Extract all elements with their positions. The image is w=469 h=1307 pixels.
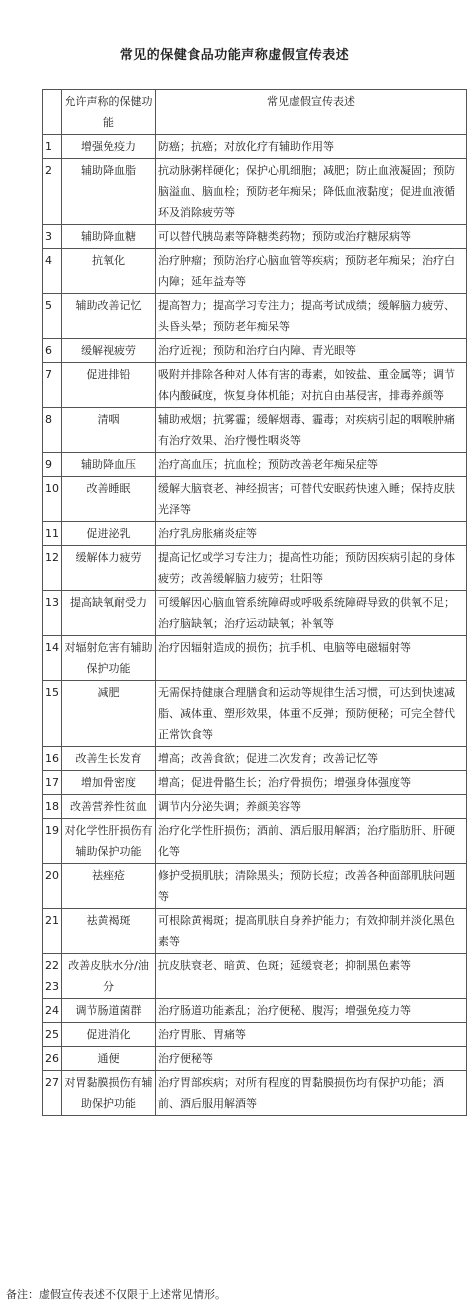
table-row bbox=[43, 453, 467, 477]
description-cell: 增高；改善食欲；促进二次发育；改善记忆等 bbox=[156, 747, 467, 771]
table-row bbox=[43, 225, 467, 249]
row-number bbox=[43, 363, 62, 408]
description-cell: 可以替代胰岛素等降糖类药物；预防或治疗糖尿病等 bbox=[156, 225, 467, 249]
table-row bbox=[43, 771, 467, 795]
table-row bbox=[43, 999, 467, 1023]
table-row bbox=[43, 546, 467, 591]
table-row bbox=[43, 864, 467, 909]
description-cell: 提高智力；提高学习专注力；提高考试成绩；缓解脑力疲劳、头昏头晕；预防老年痴呆等 bbox=[156, 294, 467, 339]
description-cell: 辅助戒烟；抗雾霾；缓解烟毒、霾毒；对疾病引起的咽喉肿痛有治疗效果、治疗慢性咽炎等 bbox=[156, 408, 467, 453]
function-cell: 清咽 bbox=[62, 408, 156, 453]
description-cell: 抗皮肤衰老、暗黄、色斑；延缓衰老；抑制黑色素等 bbox=[156, 954, 467, 999]
row-number-text: 9 bbox=[45, 458, 52, 471]
row-number-text: 6 bbox=[45, 344, 52, 357]
row-number bbox=[43, 819, 62, 864]
function-cell: 辅助降血压 bbox=[62, 453, 156, 477]
row-number bbox=[43, 159, 62, 225]
function-cell: 改善生长发育 bbox=[62, 747, 156, 771]
row-number-text: 4 bbox=[45, 254, 52, 267]
row-number-text: 23 bbox=[45, 980, 59, 993]
row-number-text: 2 bbox=[45, 164, 52, 177]
table-row bbox=[43, 408, 467, 453]
row-number-text: 24 bbox=[45, 1004, 59, 1017]
table-row bbox=[43, 1047, 467, 1071]
table-header-row bbox=[43, 90, 467, 135]
function-cell: 促进泌乳 bbox=[62, 522, 156, 546]
row-number bbox=[43, 864, 62, 909]
row-number-text: 5 bbox=[45, 299, 52, 312]
function-cell: 减肥 bbox=[62, 681, 156, 747]
function-cell: 增加骨密度 bbox=[62, 771, 156, 795]
page-title: 常见的保健食品功能声称虚假宣传表述 bbox=[119, 48, 350, 63]
description-cell: 缓解大脑衰老、神经损害；可替代安眠药快速入睡；保持皮肤光泽等 bbox=[156, 477, 467, 522]
function-cell: 通便 bbox=[62, 1047, 156, 1071]
description-cell: 治疗高血压；抗血栓；预防改善老年痴呆症等 bbox=[156, 453, 467, 477]
row-number-text: 11 bbox=[45, 527, 59, 540]
row-number bbox=[43, 999, 62, 1023]
description-cell: 调节内分泌失调；养颜美容等 bbox=[156, 795, 467, 819]
function-cell: 对胃黏膜损伤有辅助保护功能 bbox=[62, 1071, 156, 1116]
footnote: 备注：虚假宣传表述不仅限于上述常见情形。 bbox=[6, 1288, 226, 1301]
row-number bbox=[43, 522, 62, 546]
row-number-text: 8 bbox=[45, 413, 52, 426]
row-number-text: 19 bbox=[45, 824, 59, 837]
table-row bbox=[43, 954, 467, 999]
table-row bbox=[43, 1071, 467, 1116]
description-cell: 增高；促进骨骼生长；治疗骨损伤；增强身体强度等 bbox=[156, 771, 467, 795]
row-number bbox=[43, 408, 62, 453]
row-number-text: 3 bbox=[45, 230, 52, 243]
function-cell: 抗氧化 bbox=[62, 249, 156, 294]
table-row bbox=[43, 135, 467, 159]
row-number bbox=[43, 747, 62, 771]
row-number bbox=[43, 795, 62, 819]
row-number bbox=[43, 591, 62, 636]
description-cell: 治疗肠道功能紊乱；治疗便秘、腹泻；增强免疫力等 bbox=[156, 999, 467, 1023]
table-row bbox=[43, 363, 467, 408]
row-number bbox=[43, 225, 62, 249]
row-number bbox=[43, 1047, 62, 1071]
description-cell: 抗动脉粥样硬化；保护心肌细胞；减肥；防止血液凝固；预防脑溢血、脑血栓；预防老年痴呆；降低血液黏度；促进血液循环及消除疲劳等 bbox=[156, 159, 467, 225]
description-cell: 治疗肿瘤；预防治疗心脑血管等疾病；预防老年痴呆；治疗白内障；延年益寿等 bbox=[156, 249, 467, 294]
table-row bbox=[43, 819, 467, 864]
function-cell: 辅助降血脂 bbox=[62, 159, 156, 225]
table-row bbox=[43, 159, 467, 225]
function-cell: 增强免疫力 bbox=[62, 135, 156, 159]
function-cell: 辅助降血糖 bbox=[62, 225, 156, 249]
description-cell: 可缓解因心脑血管系统障碍或呼吸系统障碍导致的供氧不足；治疗脑缺氧；治疗运动缺氧；补氧等 bbox=[156, 591, 467, 636]
function-cell: 对辐射危害有辅助保护功能 bbox=[62, 636, 156, 681]
table-body bbox=[43, 135, 467, 1116]
function-cell: 调节肠道菌群 bbox=[62, 999, 156, 1023]
row-number-text: 12 bbox=[45, 551, 59, 564]
row-number-text: 1 bbox=[45, 140, 52, 153]
row-number bbox=[43, 135, 62, 159]
row-number-text: 13 bbox=[45, 596, 59, 609]
function-cell: 改善睡眠 bbox=[62, 477, 156, 522]
description-cell: 治疗胃部疾病；对所有程度的胃黏膜损伤均有保护功能；酒前、酒后服用解酒等 bbox=[156, 1071, 467, 1116]
table-row bbox=[43, 591, 467, 636]
row-number-text: 27 bbox=[45, 1076, 59, 1089]
row-number bbox=[43, 339, 62, 363]
row-number-text: 17 bbox=[45, 776, 59, 789]
table-row bbox=[43, 477, 467, 522]
row-number-text: 22 bbox=[45, 959, 59, 972]
function-cell: 促进消化 bbox=[62, 1023, 156, 1047]
table-row bbox=[43, 681, 467, 747]
table-row bbox=[43, 747, 467, 771]
function-cell: 促进排铅 bbox=[62, 363, 156, 408]
row-number bbox=[43, 477, 62, 522]
row-number-text: 20 bbox=[45, 869, 59, 882]
table-row bbox=[43, 1023, 467, 1047]
table-row bbox=[43, 909, 467, 954]
row-number bbox=[43, 249, 62, 294]
row-number bbox=[43, 1023, 62, 1047]
function-cell: 改善营养性贫血 bbox=[62, 795, 156, 819]
description-cell: 治疗近视；预防和治疗白内障、青光眼等 bbox=[156, 339, 467, 363]
row-number bbox=[43, 294, 62, 339]
row-number-text: 15 bbox=[45, 686, 59, 699]
table-row bbox=[43, 249, 467, 294]
table-row bbox=[43, 294, 467, 339]
function-cell: 对化学性肝损伤有辅助保护功能 bbox=[62, 819, 156, 864]
row-number bbox=[43, 681, 62, 747]
row-number bbox=[43, 546, 62, 591]
description-cell: 治疗胃胀、胃痛等 bbox=[156, 1023, 467, 1047]
row-number-text: 7 bbox=[45, 368, 52, 381]
table-row bbox=[43, 795, 467, 819]
description-cell: 治疗化学性肝损伤；酒前、酒后服用解酒；治疗脂肪肝、肝硬化等 bbox=[156, 819, 467, 864]
description-cell: 修护受损肌肤；清除黑头；预防长痘；改善各种面部肌肤问题等 bbox=[156, 864, 467, 909]
table-row bbox=[43, 522, 467, 546]
function-cell: 祛黄褐斑 bbox=[62, 909, 156, 954]
header-function: 允许声称的保健功能 bbox=[62, 90, 156, 135]
function-cell: 改善皮肤水分/油分 bbox=[62, 954, 156, 999]
row-number-text: 18 bbox=[45, 800, 59, 813]
function-cell: 祛痤疮 bbox=[62, 864, 156, 909]
row-number bbox=[43, 771, 62, 795]
function-cell: 缓解视疲劳 bbox=[62, 339, 156, 363]
row-number bbox=[43, 636, 62, 681]
row-number-text: 16 bbox=[45, 752, 59, 765]
row-number bbox=[43, 954, 62, 999]
row-number-text: 25 bbox=[45, 1028, 59, 1041]
row-number-text: 10 bbox=[45, 482, 59, 495]
description-cell: 吸附并排除各种对人体有害的毒素，如铵盐、重金属等；调节体内酸碱度，恢复身体机能；对抗自由基侵害，排毒养颜等 bbox=[156, 363, 467, 408]
description-cell: 治疗乳房胀痛炎症等 bbox=[156, 522, 467, 546]
claims-table bbox=[42, 89, 467, 1116]
description-cell: 无需保持健康合理膳食和运动等规律生活习惯，可达到快速减脂、减体重、塑形效果，体重不反弹；预防便秘；可完全替代正常饮食等 bbox=[156, 681, 467, 747]
row-number bbox=[43, 453, 62, 477]
function-cell: 缓解体力疲劳 bbox=[62, 546, 156, 591]
description-cell: 治疗因辐射造成的损伤；抗手机、电脑等电磁辐射等 bbox=[156, 636, 467, 681]
table-row bbox=[43, 636, 467, 681]
row-number-text: 14 bbox=[45, 641, 59, 654]
function-cell: 提高缺氧耐受力 bbox=[62, 591, 156, 636]
row-number-text: 21 bbox=[45, 914, 59, 927]
description-cell: 治疗便秘等 bbox=[156, 1047, 467, 1071]
row-number-text: 26 bbox=[45, 1052, 59, 1065]
function-cell: 辅助改善记忆 bbox=[62, 294, 156, 339]
description-cell: 防癌；抗癌；对放化疗有辅助作用等 bbox=[156, 135, 467, 159]
description-cell: 可根除黄褐斑；提高肌肤自身养护能力；有效抑制并淡化黑色素等 bbox=[156, 909, 467, 954]
header-num-cell bbox=[43, 90, 62, 135]
header-description: 常见虚假宣传表述 bbox=[156, 90, 467, 135]
description-cell: 提高记忆或学习专注力；提高性功能；预防因疾病引起的身体疲劳；改善缓解脑力疲劳；壮阳等 bbox=[156, 546, 467, 591]
row-number bbox=[43, 1071, 62, 1116]
table-row bbox=[43, 339, 467, 363]
row-number bbox=[43, 909, 62, 954]
